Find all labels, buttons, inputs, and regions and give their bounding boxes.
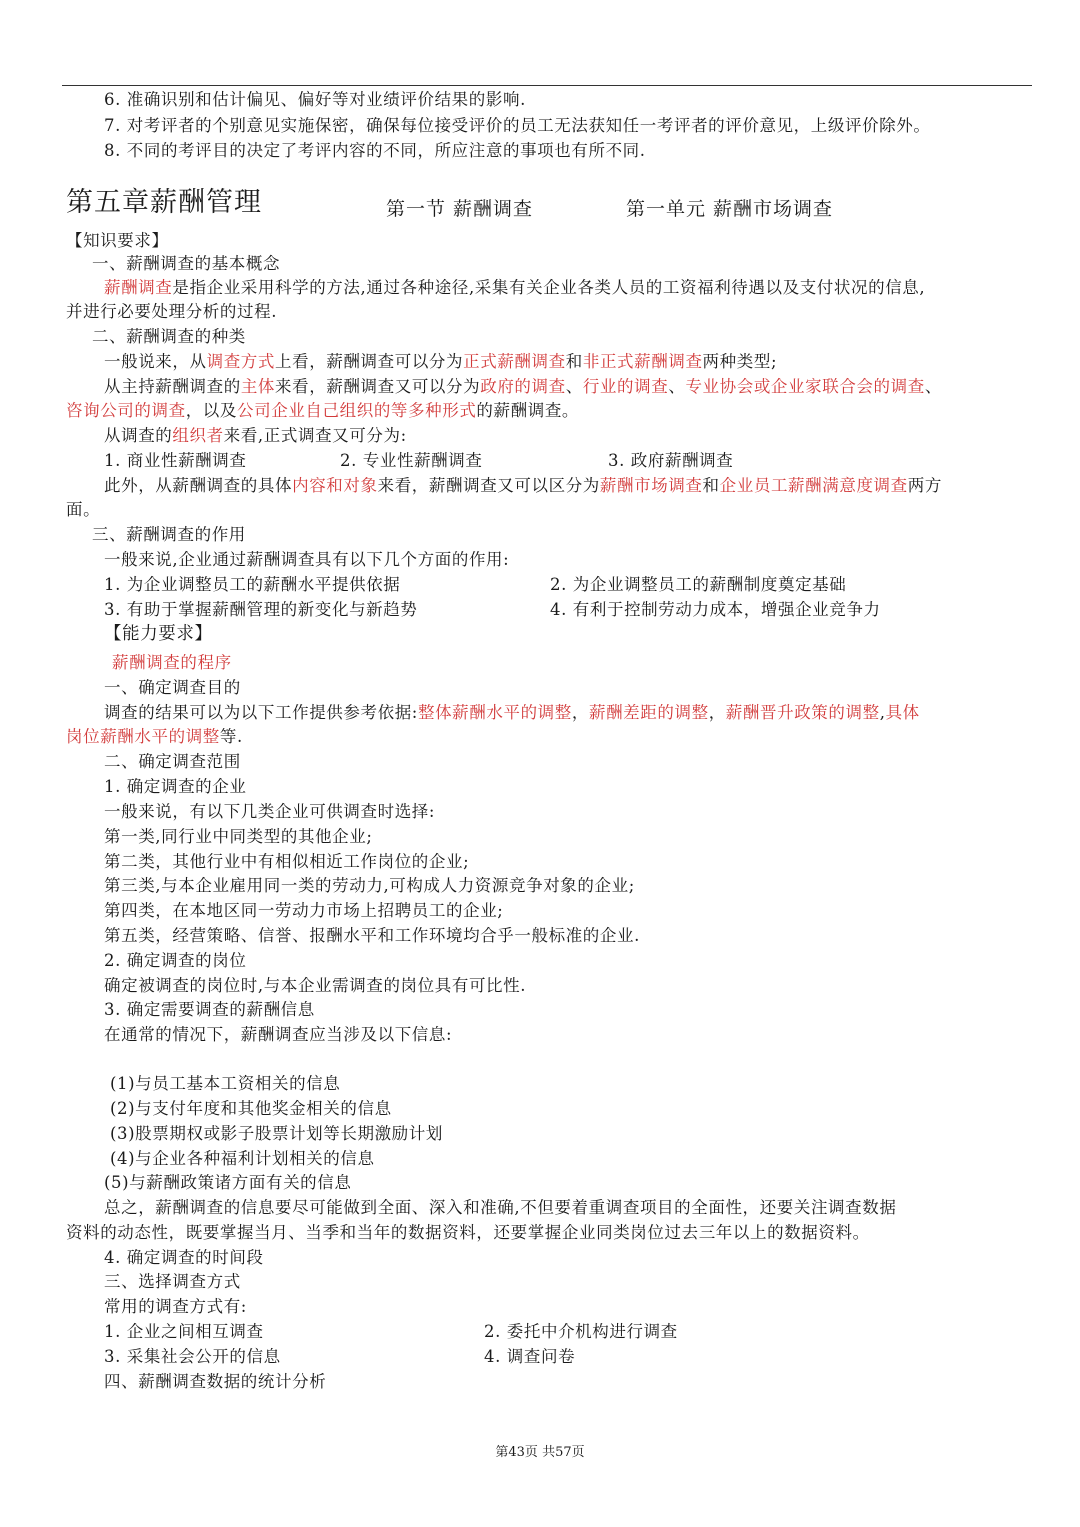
section-heading: 一、薪酬调查的基本概念 — [92, 254, 281, 273]
paragraph: 此外，从薪酬调查的具体内容和对象来看，薪酬调查又可以区分为薪酬市场调查和企业员工薪酬满意度调查两方 — [104, 476, 942, 495]
subheading: 1. 确定调查的企业 — [104, 777, 247, 796]
list-item: (4)与企业各种福利计划相关的信息 — [110, 1149, 375, 1168]
list-item: 第四类，在本地区同一劳动力市场上招聘员工的企业; — [104, 901, 504, 920]
paragraph: 咨询公司的调查，以及公司企业自己组织的等多种形式的薪酬调查。 — [66, 401, 580, 420]
list-item: 2. 为企业调整员工的薪酬制度奠定基础 — [550, 575, 847, 594]
ability-heading: 【能力要求】 — [104, 624, 213, 644]
paragraph: 总之，薪酬调查的信息要尽可能做到全面、深入和准确,不但要着重调查项目的全面性，还要关注调查数据 — [104, 1198, 897, 1217]
list-item: 6. 准确识别和估计偏见、偏好等对业绩评价结果的影响. — [104, 90, 526, 109]
page-footer: 第43页 共57页 — [495, 1445, 585, 1460]
list-item: 2. 专业性薪酬调查 — [340, 451, 483, 470]
paragraph: 一般来说，有以下几类企业可供调查时选择: — [104, 802, 436, 821]
chapter-title: 第五章薪酬管理 — [66, 187, 262, 218]
section-heading: 二、薪酬调查的种类 — [92, 327, 246, 346]
paragraph: 确定被调查的岗位时,与本企业需调查的岗位具有可比性. — [104, 976, 527, 995]
subheading: 2. 确定调查的岗位 — [104, 951, 247, 970]
subheading: 3. 确定需要调查的薪酬信息 — [104, 1000, 315, 1019]
list-item: (1)与员工基本工资相关的信息 — [110, 1074, 341, 1093]
list-item: 3. 有助于掌握薪酬管理的新变化与新趋势 — [104, 600, 418, 619]
list-item: 4. 调查问卷 — [484, 1347, 576, 1366]
section-heading: 三、薪酬调查的作用 — [92, 525, 246, 544]
paragraph: 调查的结果可以为以下工作提供参考依据:整体薪酬水平的调整，薪酬差距的调整，薪酬晋升政策的调整,具体 — [104, 703, 920, 722]
list-item: 4. 有利于控制劳动力成本，增强企业竞争力 — [550, 600, 881, 619]
section-heading: 二、确定调查范围 — [104, 752, 241, 771]
paragraph: 在通常的情况下，薪酬调查应当涉及以下信息: — [104, 1025, 453, 1044]
paragraph: 一般说来，从调查方式上看，薪酬调查可以分为正式薪酬调查和非正式薪酬调查两种类型; — [104, 352, 778, 371]
section-title: 第一节 薪酬调查 — [386, 198, 534, 220]
list-item: 8. 不同的考评目的决定了考评内容的不同，所应注意的事项也有所不同. — [104, 141, 646, 160]
subheading: 4. 确定调查的时间段 — [104, 1248, 264, 1267]
knowledge-heading: 【知识要求】 — [66, 231, 169, 250]
header-rule — [62, 85, 1032, 86]
unit-title: 第一单元 薪酬市场调查 — [626, 198, 834, 220]
paragraph: 一般来说,企业通过薪酬调查具有以下几个方面的作用: — [104, 550, 510, 569]
list-item: (2)与支付年度和其他奖金相关的信息 — [110, 1099, 392, 1118]
list-item: 第二类，其他行业中有相似相近工作岗位的企业; — [104, 852, 470, 871]
list-item: 7. 对考评者的个别意见实施保密，确保每位接受评价的员工无法获知任一考评者的评价意见，上级评价除外。 — [104, 116, 931, 135]
list-item: 第三类,与本企业雇用同一类的劳动力,可构成人力资源竞争对象的企业; — [104, 876, 635, 895]
list-item: 2. 委托中介机构进行调查 — [484, 1322, 678, 1341]
section-heading: 三、选择调查方式 — [104, 1272, 241, 1291]
list-item: 第一类,同行业中同类型的其他企业; — [104, 827, 373, 846]
list-item: 1. 商业性薪酬调查 — [104, 451, 247, 470]
paragraph: 岗位薪酬水平的调整等. — [66, 727, 243, 746]
list-item: 第五类，经营策略、信誉、报酬水平和工作环境均合乎一般标准的企业. — [104, 926, 640, 945]
paragraph: 面。 — [66, 500, 101, 519]
procedure-title: 薪酬调查的程序 — [112, 653, 232, 672]
paragraph: 资料的动态性，既要掌握当月、当季和当年的数据资料，还要掌握企业同类岗位过去三年以上的数据资料。 — [66, 1223, 870, 1242]
list-item: 3. 采集社会公开的信息 — [104, 1347, 281, 1366]
paragraph: 并进行必要处理分析的过程. — [66, 302, 278, 321]
list-item: (3)股票期权或影子股票计划等长期激励计划 — [110, 1124, 443, 1143]
highlight-term: 薪酬调查 — [104, 278, 173, 297]
list-item: 3. 政府薪酬调查 — [608, 451, 734, 470]
list-item: 1. 企业之间相互调查 — [104, 1322, 264, 1341]
list-item: 1. 为企业调整员工的薪酬水平提供依据 — [104, 575, 401, 594]
paragraph: 常用的调查方式有: — [104, 1297, 247, 1316]
section-heading: 一、确定调查目的 — [104, 678, 241, 697]
paragraph: 从调查的组织者来看,正式调查又可分为: — [104, 426, 407, 445]
list-item: (5)与薪酬政策诸方面有关的信息 — [104, 1173, 352, 1192]
section-heading: 四、薪酬调查数据的统计分析 — [104, 1372, 327, 1391]
paragraph: 薪酬调查是指企业采用科学的方法,通过各种途径,采集有关企业各类人员的工资福利待遇以及支付状况的信息, — [104, 278, 926, 297]
paragraph: 从主持薪酬调查的主体来看，薪酬调查又可以分为政府的调查、行业的调查、专业协会或企业家联合会的调查、 — [104, 377, 942, 396]
